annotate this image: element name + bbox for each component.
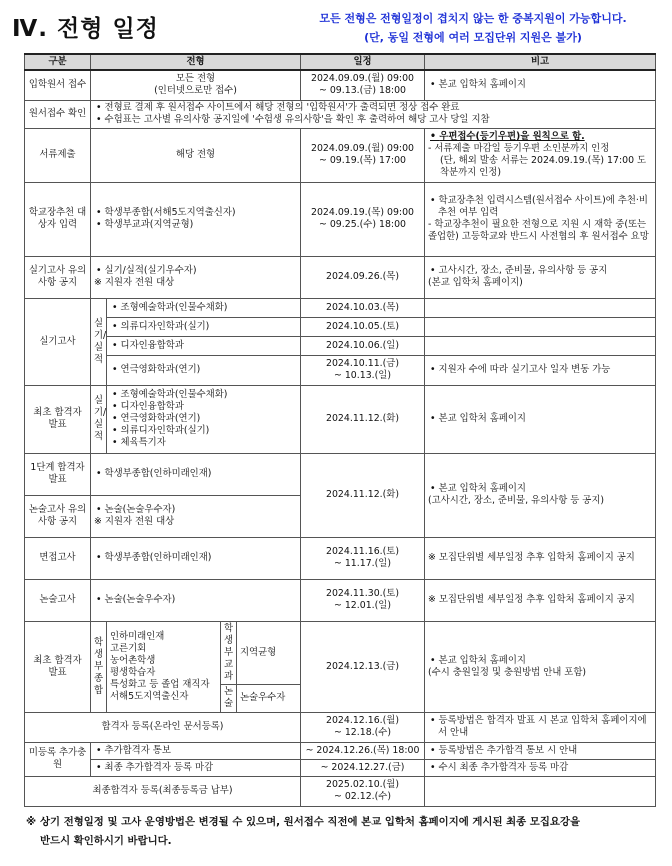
header-note: 비고: [425, 54, 656, 70]
row-note: [425, 336, 656, 355]
table-row: [25, 537, 656, 579]
table-row: [25, 182, 656, 256]
table-row: [25, 776, 656, 806]
table-row: [25, 712, 656, 742]
row-label: 실기고사: [25, 298, 91, 385]
row-date: 2024.10.03.(목): [301, 298, 425, 317]
table-row: [25, 128, 656, 182]
row-type: 해당 전형: [91, 128, 301, 182]
footer-line-2: 반드시 확인하시기 바랍니다.: [40, 835, 172, 847]
row-note: • 본교 입학처 홈페이지 (고사시간, 장소, 준비물, 유의사항 등 공지): [425, 453, 656, 537]
row-type: • 학생부종합(인하미래인재): [91, 453, 301, 495]
row-note: • 본교 입학처 홈페이지: [425, 385, 656, 453]
table-row: [25, 100, 656, 128]
header-category: 구분: [25, 54, 91, 70]
table-row: [25, 256, 656, 298]
header-date: 일정: [301, 54, 425, 70]
group-item-subject: 지역균형: [237, 621, 301, 684]
footer-note: [26, 813, 662, 851]
row-date: 2024.11.16.(토) ~ 11.17.(일): [301, 537, 425, 579]
row-label: 합격자 등록(온라인 문서등록): [25, 712, 301, 742]
table-row: [25, 336, 656, 355]
row-date: ~ 2024.12.26.(목) 18:00: [301, 742, 425, 759]
row-date: 2024.10.11.(금) ~ 10.13.(일): [301, 355, 425, 385]
schedule-table: [24, 53, 656, 807]
table-row: [25, 579, 656, 621]
table-row: [25, 298, 656, 317]
row-label: 입학원서 접수: [25, 70, 91, 100]
row-note: • 등록방법은 합격자 발표 시 본교 입학처 홈페이지에서 안내: [425, 712, 656, 742]
row-note: • 등록방법은 추가합격 통보 시 안내: [425, 742, 656, 759]
table-row: [25, 70, 656, 100]
notice-box: [282, 9, 664, 47]
row-date: 2024.10.06.(일): [301, 336, 425, 355]
row-label: 최초 합격자 발표: [25, 621, 91, 712]
row-date: 2024.09.26.(목): [301, 256, 425, 298]
row-label: 1단계 합격자 발표: [25, 453, 91, 495]
group-items-comprehensive: 인하미래인재 고른기회 농어촌학생 평생학습자 특성화고 등 졸업 재직자 서해5도지역출신자: [107, 621, 221, 712]
row-label: 최종합격자 등록(최종등록금 납부): [25, 776, 301, 806]
row-note: ※ 모집단위별 세부일정 추후 입학처 홈페이지 공지: [425, 537, 656, 579]
table-row: [25, 317, 656, 336]
row-label: 학교장추천 대상자 입력: [25, 182, 91, 256]
row-note: • 우편접수(등기우편)을 원칙으로 함. - 서류제출 마감일 등기우편 소인분까지 인정 (단, 해외 발송 서류는 2024.09.19.(목) 17:00 도착분까지 인정): [425, 128, 656, 182]
row-date: 2024.12.13.(금): [301, 621, 425, 712]
row-type: • 실기/실적(실기우수자) ※ 지원자 전원 대상: [91, 256, 301, 298]
table-row: [25, 621, 656, 684]
table-row: [25, 385, 656, 453]
row-label: 원서접수 확인: [25, 100, 91, 128]
row-sub-label: 실기/실적: [91, 385, 107, 453]
group-label-comprehensive: 학생부종합: [91, 621, 107, 712]
row-date: 2025.02.10.(월) ~ 02.12.(수): [301, 776, 425, 806]
footer-line-1: 상기 전형일정 및 고사 운영방법은 변경될 수 있으며, 원서접수 직전에 본교 입학처 홈페이지에 게시된 최종 모집요강을: [40, 816, 580, 828]
row-date: 2024.09.19.(목) 09:00 ~ 09.25.(수) 18:00: [301, 182, 425, 256]
group-item-essay: 논술우수자: [237, 684, 301, 712]
table-row: [25, 759, 656, 776]
row-label: 서류제출: [25, 128, 91, 182]
row-note: • 본교 입학처 홈페이지 (수시 충원일정 및 충원방법 안내 포함): [425, 621, 656, 712]
practical-item: • 조형예술학과(인물수채화): [107, 298, 301, 317]
row-type: • 학생부종합(인하미래인재): [91, 537, 301, 579]
row-date: 2024.11.30.(토) ~ 12.01.(일): [301, 579, 425, 621]
group-label-essay: 논술: [221, 684, 237, 712]
row-type: • 조형예술학과(인물수채화) • 디자인융합학과 • 연극영화학과(연기) • 의류디자인학과(실기) • 체육특기자: [107, 385, 301, 453]
row-date: 2024.09.09.(월) 09:00 ~ 09.13.(금) 18:00: [301, 70, 425, 100]
row-date: 2024.12.16.(월) ~ 12.18.(수): [301, 712, 425, 742]
notice-line-2: (단, 동일 전형에 여러 모집단위 지원은 불가): [364, 31, 582, 44]
row-note: [425, 317, 656, 336]
row-date: 2024.10.05.(토): [301, 317, 425, 336]
table-row: [25, 453, 656, 495]
row-sub-label: 실기/실적: [91, 298, 107, 385]
row-type: • 추가합격자 통보: [91, 742, 301, 759]
practical-item: • 의류디자인학과(실기): [107, 317, 301, 336]
row-note: • 학교장추천 입력시스템(원서접수 사이트)에 추천·비추천 여부 입력 - 학교장추천이 필요한 전형으로 지원 시 재학 중(또는 졸업한) 고등학교와 반드시 사전협의 후 원서접수 요망: [425, 182, 656, 256]
row-label: 면접고사: [25, 537, 91, 579]
row-note: • 본교 입학처 홈페이지: [425, 70, 656, 100]
table-row: [25, 742, 656, 759]
header-type: 전형: [91, 54, 301, 70]
table-row: [25, 355, 656, 385]
row-note: • 수시 최종 추가합격자 등록 마감: [425, 759, 656, 776]
row-date: 2024.09.09.(월) 09:00 ~ 09.19.(목) 17:00: [301, 128, 425, 182]
practical-item: • 디자인융합학과: [107, 336, 301, 355]
row-note: • 지원자 수에 따라 실기고사 일자 변동 가능: [425, 355, 656, 385]
row-label: 최초 합격자 발표: [25, 385, 91, 453]
notice-line-1: 모든 전형은 전형일정이 겹치지 않는 한 중복지원이 가능합니다.: [319, 12, 627, 25]
row-content: • 전형료 결제 후 원서접수 사이트에서 해당 전형의 '입학원서'가 출력되면 정상 접수 완료 • 수험표는 고사별 유의사항 공지일에 '수험생 유의사항'을 확인 후 출력하여 해당 고사 당일 지참: [91, 100, 656, 128]
row-date: 2024.11.12.(화): [301, 385, 425, 453]
row-label: 미등록 추가충원: [25, 742, 91, 776]
row-note: • 고사시간, 장소, 준비물, 유의사항 등 공지 (본교 입학처 홈페이지): [425, 256, 656, 298]
row-type: • 논술(논술우수자): [91, 579, 301, 621]
row-type: • 최종 추가합격자 등록 마감: [91, 759, 301, 776]
row-note: [425, 298, 656, 317]
page-title: Ⅳ. 전형 일정: [12, 16, 159, 42]
practical-item: • 연극영화학과(연기): [107, 355, 301, 385]
row-type: • 논술(논술우수자) ※ 지원자 전원 대상: [91, 495, 301, 537]
row-date: 2024.11.12.(화): [301, 453, 425, 537]
group-label-subject: 학생부교과: [221, 621, 237, 684]
row-type: • 학생부종합(서해5도지역출신자) • 학생부교과(지역균형): [91, 182, 301, 256]
row-date: ~ 2024.12.27.(금): [301, 759, 425, 776]
row-label: 논술고사 유의사항 공지: [25, 495, 91, 537]
row-note: [425, 776, 656, 806]
table-header-row: [25, 54, 656, 70]
note-mark: ※: [26, 816, 37, 828]
row-type: 모든 전형 (인터넷으로만 접수): [91, 70, 301, 100]
row-note: ※ 모집단위별 세부일정 추후 입학처 홈페이지 공지: [425, 579, 656, 621]
row-label: 실기고사 유의사항 공지: [25, 256, 91, 298]
row-label: 논술고사: [25, 579, 91, 621]
